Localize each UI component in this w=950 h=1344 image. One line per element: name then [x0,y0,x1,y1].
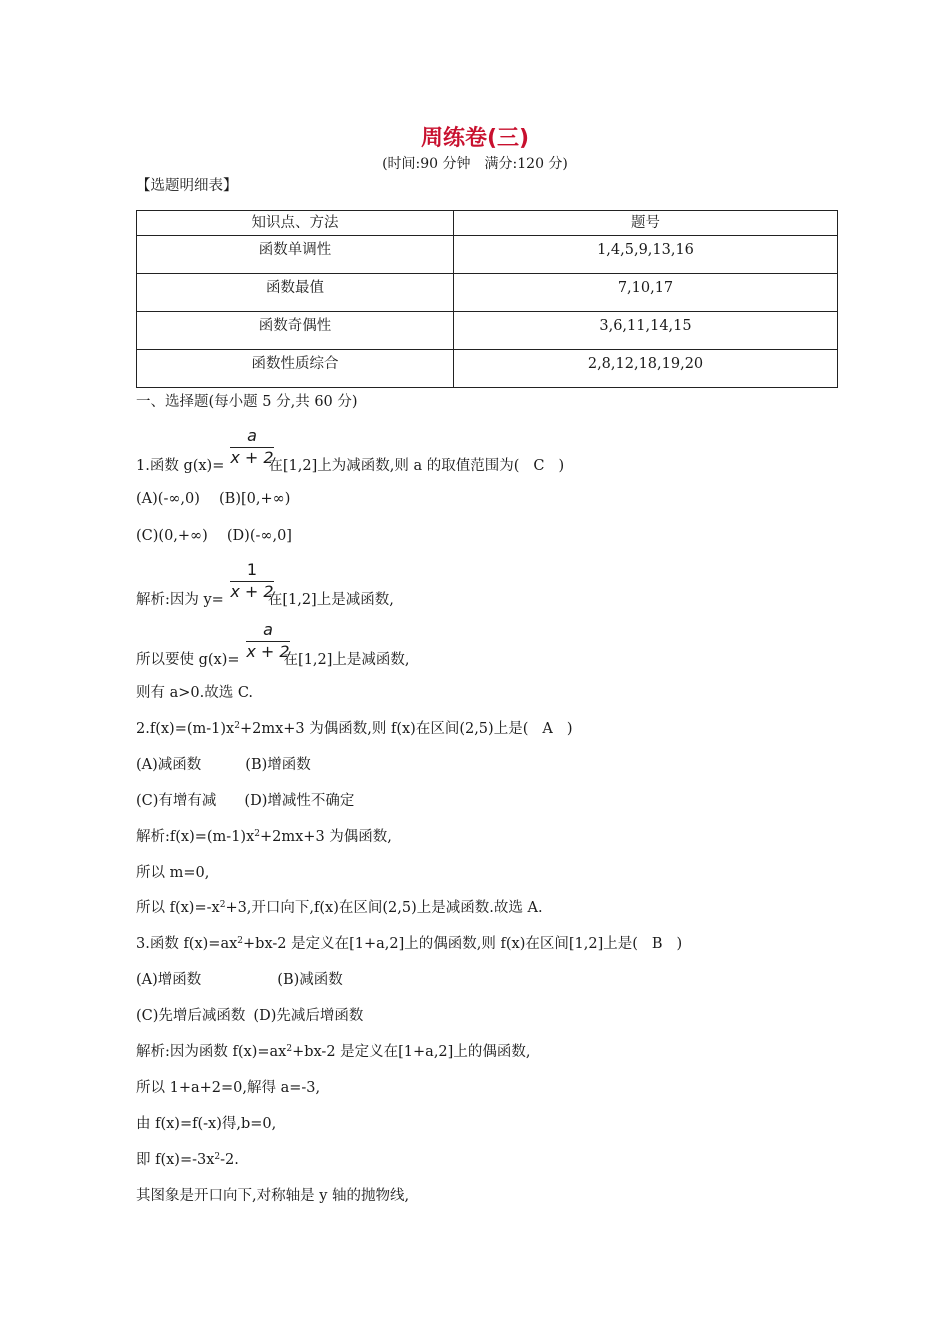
option-a: (A)减函数 [136,757,202,773]
question-2-analysis-line-2: 所以 m=0, [136,865,210,881]
answer-choice: A [542,721,553,737]
q3-stem-start: 3.函数 f(x)=ax [136,936,238,952]
question-numbers-cell: 1,4,5,9,13,16 [454,236,838,274]
topic-detail-table [136,210,838,388]
fraction-numerator: 1 [246,560,258,579]
question-1-options-row-1: (A)(-∞,0) (B)[0,+∞) [136,491,291,507]
fraction-denominator: x + 2 [246,642,290,661]
analysis-start: 即 f(x)=-3x [136,1152,215,1168]
question-numbers-cell: 7,10,17 [454,274,838,312]
answer-choice: B [651,936,663,952]
question-2-options-row-2 [136,791,354,811]
table-row [137,350,838,388]
analysis-end: +3,开口向下,f(x)在区间(2,5)上是减函数.故选 A. [225,900,543,916]
option-d: (D)先减后增函数 [253,1008,364,1024]
question-numbers-cell: 3,6,11,14,15 [454,312,838,350]
option-b: (B)增函数 [245,757,311,773]
section-heading: 一、选择题(每小题 5 分,共 60 分) [136,394,358,410]
answer-choice: C [533,458,545,474]
exponent: 2 [214,1152,221,1162]
option-b: (B)减函数 [277,972,343,988]
fraction-denominator: x + 2 [230,582,274,601]
column-header-topic: 知识点、方法 [137,211,454,236]
topic-cell: 函数奇偶性 [137,312,454,350]
exponent: 2 [234,721,240,731]
question-2-analysis-line-3 [136,898,543,918]
question-3-analysis-line-5: 其图象是开口向下,对称轴是 y 轴的抛物线, [136,1188,410,1204]
detail-table-label: 【选题明细表】 [136,178,238,194]
question-1-stem [136,456,564,476]
analysis-start: 所以 f(x)=-x [136,900,220,916]
exponent: 2 [219,900,226,910]
question-3-analysis-line-3: 由 f(x)=f(-x)得,b=0, [136,1116,277,1132]
question-2-analysis-line-1 [136,827,392,847]
question-3-options-row-1 [136,970,343,990]
question-1-options-row-2: (C)(0,+∞) (D)(-∞,0] [136,528,292,544]
question-3-stem [136,934,682,954]
topic-cell: 函数最值 [137,274,454,312]
option-d: (D)增减性不确定 [244,793,355,809]
table-row [137,312,838,350]
q1-prefix: 1.函数 g(x)= [136,458,225,474]
page-title: 周练卷(三) [420,126,530,151]
topic-cell: 函数性质综合 [137,350,454,388]
q1-suffix: 在[1,2]上为减函数,则 a 的取值范围为( [268,458,520,474]
analysis-suffix: 在[1,2]上是减函数, [283,652,410,668]
fraction-numerator: a [247,426,257,445]
table-header-row [137,211,838,236]
analysis-end: +bx-2 是定义在[1+a,2]上的偶函数, [292,1044,531,1060]
question-3-analysis-line-2: 所以 1+a+2=0,解得 a=-3, [136,1080,321,1096]
q2-close-paren: ) [566,721,573,737]
q2-stem-start: 2.f(x)=(m-1)x [136,721,235,737]
analysis-end: +2mx+3 为偶函数, [260,829,392,845]
analysis-start: 解析:f(x)=(m-1)x [136,829,255,845]
q1-close-paren: ) [558,458,565,474]
question-3-options-row-2 [136,1006,363,1026]
q2-stem-end: +2mx+3 为偶函数,则 f(x)在区间(2,5)上是( [239,721,529,737]
question-1-analysis-line-3: 则有 a>0.故选 C. [136,685,254,701]
question-1-analysis-line-2 [136,650,410,670]
exponent: 2 [286,1044,293,1054]
q3-close-paren: ) [676,936,683,952]
question-1-analysis-line-1 [136,590,394,610]
topic-cell: 函数单调性 [137,236,454,274]
table-row [137,274,838,312]
option-a: (A)增函数 [136,972,202,988]
fraction-denominator: x + 2 [230,448,274,467]
fraction-numerator: a [263,620,273,639]
analysis-prefix: 所以要使 g(x)= [136,652,240,668]
exponent: 2 [254,829,260,839]
question-3-analysis-line-4 [136,1150,239,1170]
question-2-options-row-1 [136,755,311,775]
table-row [137,236,838,274]
q3-stem-end: +bx-2 是定义在[1+a,2]上的偶函数,则 f(x)在区间[1,2]上是( [243,936,638,952]
question-2-stem [136,719,573,739]
analysis-start: 解析:因为函数 f(x)=ax [136,1044,287,1060]
analysis-end: -2. [220,1152,239,1168]
analysis-prefix: 解析:因为 y= [136,592,224,608]
option-c: (C)先增后减函数 [136,1008,246,1024]
option-c: (C)有增有减 [136,793,217,809]
exam-info: (时间:90 分钟 满分:120 分) [382,156,568,172]
question-3-analysis-line-1 [136,1042,530,1062]
question-numbers-cell: 2,8,12,18,19,20 [454,350,838,388]
analysis-suffix: 在[1,2]上是减函数, [267,592,394,608]
column-header-question-numbers: 题号 [454,211,838,236]
exponent: 2 [237,936,244,946]
